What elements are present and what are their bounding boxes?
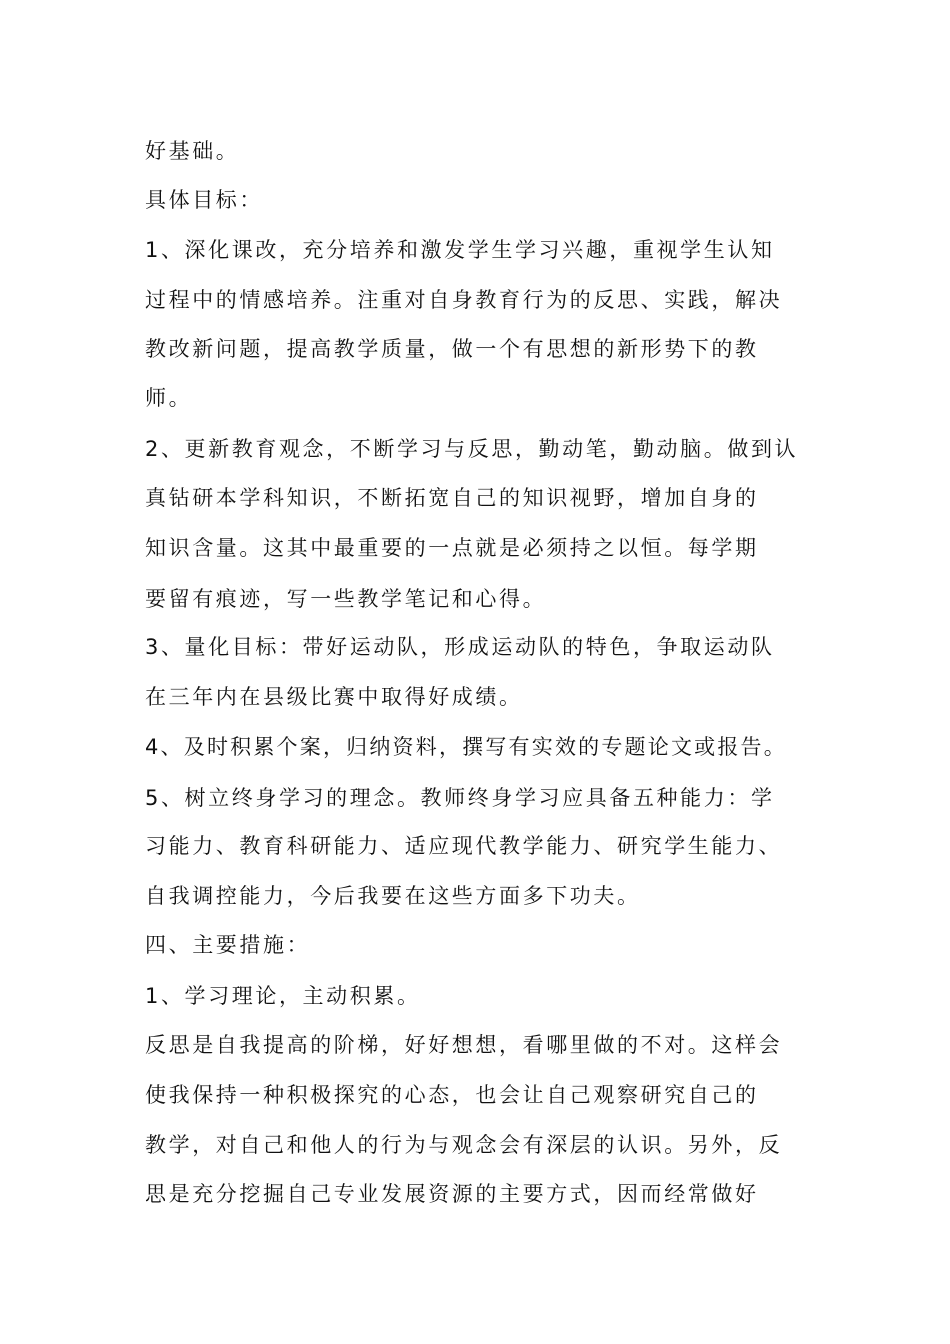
- text-line: 习能力、教育科研能力、适应现代教学能力、研究学生能力、: [145, 834, 783, 858]
- text-line: 要留有痕迹，写一些教学笔记和心得。: [145, 587, 547, 611]
- text-line: 好基础。: [145, 139, 240, 163]
- text-line: 3、量化目标：带好运动队，形成运动队的特色，争取运动队: [145, 635, 775, 659]
- text-line: 使我保持一种积极探究的心态，也会让自己观察研究自己的: [145, 1083, 759, 1107]
- text-line: 4、及时积累个案，归纳资料，撰写有实效的专题论文或报告。: [145, 735, 787, 759]
- text-line: 5、树立终身学习的理念。教师终身学习应具备五种能力：学: [145, 786, 775, 810]
- text-line: 反思是自我提高的阶梯，好好想想，看哪里做的不对。这样会: [145, 1033, 783, 1057]
- text-line: 真钻研本学科知识，不断拓宽自己的知识视野，增加自身的: [145, 486, 759, 510]
- text-line: 自我调控能力，今后我要在这些方面多下功夫。: [145, 884, 641, 908]
- text-line: 思是充分挖掘自己专业发展资源的主要方式，因而经常做好: [145, 1182, 759, 1206]
- text-line: 在三年内在县级比赛中取得好成绩。: [145, 685, 523, 709]
- text-line: 教改新问题，提高教学质量，做一个有思想的新形势下的教: [145, 337, 759, 361]
- text-line: 2、更新教育观念，不断学习与反思，勤动笔，勤动脑。做到认: [145, 437, 799, 461]
- text-line: 1、学习理论，主动积累。: [145, 984, 421, 1008]
- text-line: 过程中的情感培养。注重对自身教育行为的反思、实践，解决: [145, 288, 783, 312]
- text-line: 1、深化课改，充分培养和激发学生学习兴趣，重视学生认知: [145, 238, 775, 262]
- text-line: 具体目标：: [145, 188, 263, 212]
- text-line: 知识含量。这其中最重要的一点就是必须持之以恒。每学期: [145, 536, 759, 560]
- text-line: 教学，对自己和他人的行为与观念会有深层的认识。另外，反: [145, 1133, 783, 1157]
- section-heading: 四、主要措施：: [145, 933, 311, 957]
- text-line: 师。: [145, 386, 193, 410]
